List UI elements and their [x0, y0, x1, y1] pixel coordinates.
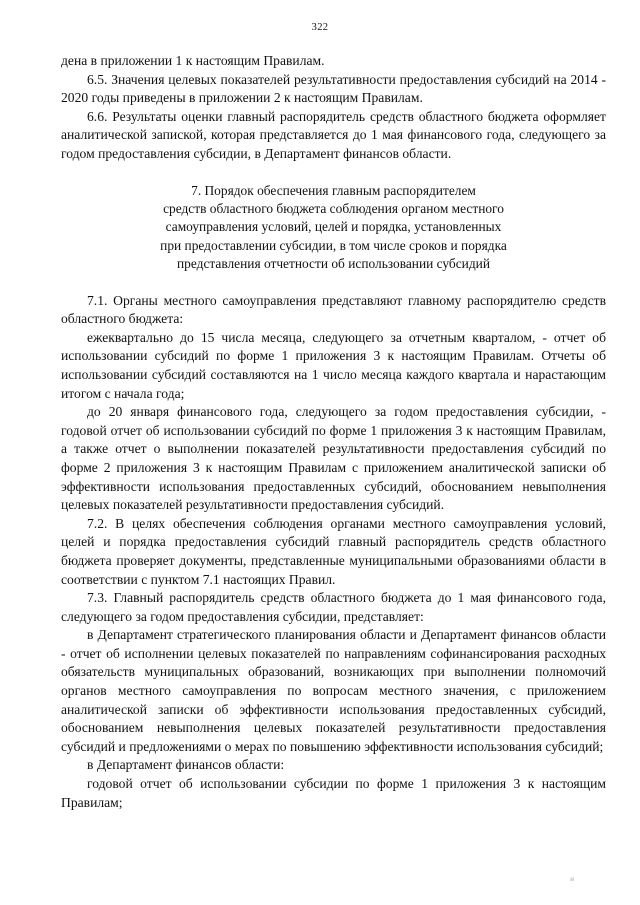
section-heading: [61, 182, 606, 274]
paragraph-strategic-planning: в Департамент стратегического планирования области и Департамент финансов области - отчет об исполнении целевых показателей по направлениям софинансирования расходных обязательств муниципальных образований, возникающих при выполнении полномочий органов местного самоуправления по вопросам местного значения, с приложением аналитической записки об эффективности использования предоставленных субсидий, обоснованием невыполнения целевых показателей результативности предоставления субсидий и предложениями о мерах по повышению эффективности использования субсидий;: [61, 627, 606, 754]
section-heading-line: 7. Порядок обеспечения главным распорядителем: [191, 182, 476, 198]
section-heading-line: представления отчетности об использовании субсидий: [177, 256, 490, 272]
paragraph-7-1: 7.1. Органы местного самоуправления представляют главному распорядителю средств областного бюджета:: [61, 292, 606, 327]
paragraph-6-5: 6.5. Значения целевых показателей результативности предоставления субсидий на 2014 - 2020 годы приведены в приложении 2 к настоящим Правилам.: [61, 71, 606, 106]
paragraph-7-2: 7.2. В целях обеспечения соблюдения органами местного самоуправления условий, целей и порядка предоставления субсидий главный распорядитель средств областного бюджета проверяет документы, представленные муниципальными образованиями области в соответствии с пунктом 7.1 настоящих Правил.: [61, 515, 606, 587]
section-heading-line: самоуправления условий, целей и порядка, установленных: [165, 219, 502, 235]
paragraph-finance-department: в Департамент финансов области:: [87, 757, 285, 773]
section-heading-line: средств областного бюджета соблюдения органом местного: [163, 200, 504, 216]
paragraph-7-3: 7.3. Главный распорядитель средств областного бюджета до 1 мая финансового года, следующего за годом предоставления субсидии, представляет:: [61, 590, 606, 624]
paragraph-annual-subsidy-report: годовой отчет об использовании субсидии по форме 1 приложения 3 к настоящим Правилам;: [61, 776, 606, 810]
paragraph-quarterly-report: ежеквартально до 15 числа месяца, следующего за отчетным кварталом, - отчет об использовании субсидий по форме 1 приложения 3 к настоящим Правилам. Отчеты об использовании субсидий составляются на 1 число месяца каждого квартала и нарастающим итогом с начала года;: [61, 329, 606, 401]
paragraph-annual-report: до 20 января финансового года, следующего за годом предоставления субсидии, - годовой отчет об использовании субсидий по форме 1 приложения 3 к настоящим Правилам, а также отчет о выполнении показателей результативности предоставления субсидий по форме 2 приложения 3 к настоящим Правилам с приложением аналитической записки об эффективности использования предоставленных субсидий, обоснованием невыполнения целевых показателей результативности предоставления субсидий.: [61, 404, 606, 513]
paragraph-6-6: 6.6. Результаты оценки главный распорядитель средств областного бюджета оформляет аналитической запиской, которая представляется до 1 мая финансового года, следующего за годом предоставления субсидии, в Департамент финансов области.: [61, 108, 606, 161]
scan-corner-mark: н: [570, 875, 574, 883]
paragraph-continuation: дена в приложении 1 к настоящим Правилам.: [61, 53, 325, 68]
document-body: [61, 52, 606, 812]
section-heading-line: при предоставлении субсидии, в том числе сроков и порядка: [160, 237, 507, 253]
page-number: 322: [311, 22, 329, 33]
